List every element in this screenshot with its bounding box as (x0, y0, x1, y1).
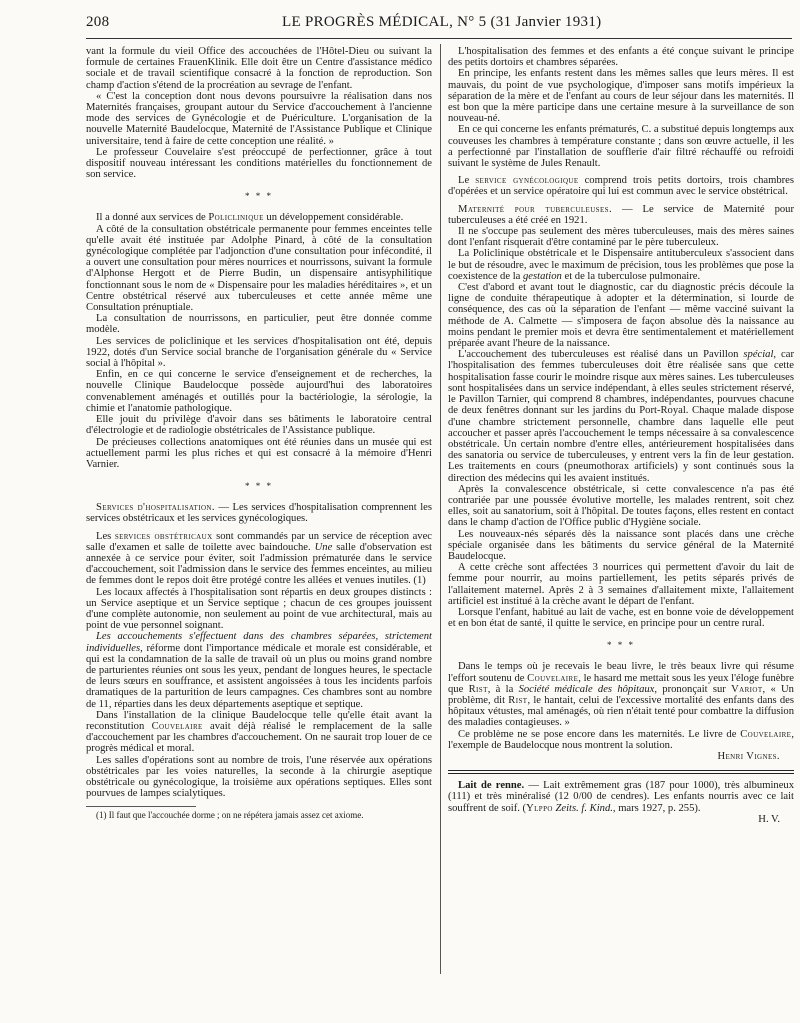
paragraph (448, 175, 794, 197)
page-number: 208 (86, 14, 110, 30)
text-run: Le (458, 175, 476, 187)
text-run: salle d'observation est annexée à ce service pour éviter, soit l'admission prématurée dans le service d'accouchement, soit l'admission dans le service des femmes enceintes, au milieu de femmes dont le repos doit être protégé contre les allées et venues inutiles. (1) (86, 541, 433, 587)
paragraph: La consultation de nourrissons, en particulier, peut être donnée comme modèle. (86, 313, 432, 336)
paragraph: L'hospitalisation des femmes et des enfants a été conçue suivant le principe des petits dortoirs et chambres séparées. (448, 46, 794, 69)
small-caps-term: Couvelaire (740, 728, 792, 740)
italic-run: Zeits. f. Kind. (552, 802, 613, 814)
small-caps-term: Couvelaire (527, 672, 579, 684)
left-column (86, 46, 432, 820)
small-caps-term: service gynécologique (475, 175, 579, 187)
italic-run: Les accouchements s'effectuent dans des chambres séparées, strictement individuelles (86, 631, 432, 654)
paragraph: Elle jouit du privilège d'avoir dans ses bâtiments le laboratoire central d'électrologie et de radiologie obstétricales de l'Assistance publique. (86, 414, 432, 437)
text-run: — Les services d'hospitalisation comprennent les services obstétricaux et les services gynécologiques. (86, 502, 433, 525)
section-heading: Maternité pour tuberculeuses. (458, 203, 612, 215)
paragraph: Enfin, en ce qui concerne le service d'enseignement et de recherches, la nouvelle Clinique Baudelocque possède aujourd'hui des laboratoires convenablement aménagés et outillés pour la bactériologie, la sérologie, la chimie et l'anatomie pathologique. (86, 369, 432, 414)
small-caps-term: Ylppo (526, 802, 553, 814)
paragraph (448, 349, 794, 483)
text-run: , réforme dont l'importance médicale et morale est considérable, et qui est la condamnation de la salle de travail où un plus ou moins grand nombre de parturientes réunies ont sous les yeux, pendant de longues heures, le spectacle de leurs sœurs en souffrance, et assistent angoissées à tous les incidents parfois dramatiques de la parturition de leurs campagnes. Ces chambres sont au nombre de 11, réparties dans les deux départements aseptique et septique. (86, 642, 432, 710)
header-rule (86, 38, 792, 39)
small-caps-term: Rist (468, 683, 488, 695)
text-run: un développement considérable. (263, 212, 404, 224)
text-run: Il a donné aux services de (96, 212, 209, 224)
page-header (86, 14, 786, 34)
paragraph: Après la convalescence obstétricale, si cette convalescence n'a pas été contrariée par une poussée évolutive mortelle, les malades rentrent, soit chez elles, soit au sanatorium, soit à l'hôpital. De toutes façons, elles restent en contact dans le champ d'action de l'Office public d'Hygiène sociale. (448, 483, 794, 529)
paragraph: A cette crèche sont affectées 3 nourrices qui permettent d'avoir du lait de femme pour nourrir, au moins partiellement, les petits séparés privés de l'allaitement maternel. Après 2 à 3 semaines d'allaitement mixte, l'allaitement artificiel est institué à la crèche avant le départ de l'enfant. (448, 562, 794, 607)
paragraph (86, 631, 432, 709)
column-divider (440, 44, 441, 974)
paragraph (448, 729, 794, 751)
text-run: , le hasard me mettait sous les yeux l'éloge funèbre que (448, 672, 794, 695)
small-caps-term: Policlinique (208, 212, 264, 224)
text-run: , « Un problème, dit (448, 683, 794, 706)
section-heading: Services d'hospitalisation. (96, 502, 215, 514)
paragraph: En principe, les enfants restent dans les mêmes salles que leurs mères. Il est mauvais, du point de vue psychologique, d'imposer sans motifs impérieux la séparation de la mère et de l'enfant au cours de leur séjour dans les maternités. Il est bon que la mère participe dans une certaine mesure à la surveillance de son nouveau-né. (448, 68, 794, 125)
text-run: avait déjà réalisé le remplacement de la salle d'accouchement par les chambres d'accouchement. On ne saurait trop louer de ce progrès médical et moral. (86, 720, 432, 755)
text-run: , le hantait, celui de l'excessive mortalité des enfants dans des hôpitaux vétustes, mal aménagés, où rien n'était tenté pour combattre la diffusion des maladies contagieuses. » (448, 694, 795, 729)
text-run: , car l'hospitalisation des femmes tuberculeuses doit être réalisée sans que cette hospitalisation fasse courir le moindre risque aux mères saines. Les tuberculeuses sont hospitalisées dans un service indépendant, à elles seules strictement réservé, le Pavillon Tarnier, qui comprend 8 chambres, indépendantes, pourvues chacune de deux fenêtres donnant sur les jardins du Port-Royal. Chaque malade dispose d'une chambre strictement personnelle, chambre dans laquelle elle peut accoucher et passer après l'accouchement le temps nécessaire à sa convalescence obstétricale. Un certain nombre d'entre elles, antérieurement hospitalisées dans des sanatoria ou service de tuberculeuses, y entrent vers la fin de leur gestation. Les traitements en cours (pneumothorax artificiels) y sont continués sous la direction des médecins qui les avaient institués. (448, 349, 794, 484)
section-heading-paragraph (86, 502, 432, 524)
paragraph: Les nouveaux-nés séparés dès la naissance sont placés dans une crèche spéciale organisée dans les bâtiments du service général de la Maternité Baudelocque. (448, 528, 794, 562)
right-column (448, 46, 794, 825)
section-heading-paragraph (448, 204, 794, 226)
paragraph: Les services de policlinique et les services d'hospitalisation ont été, depuis 1922, dotés d'un Service social branche de l'organisation générale du « Service social à l'hôpital ». (86, 335, 432, 370)
paragraph (86, 212, 432, 223)
text-run: Dans le temps où je recevais le beau livre, le très beaux livre qui résume l'effort soutenu de (448, 661, 794, 684)
paragraph (448, 248, 794, 282)
italic-run: Une (314, 541, 333, 553)
notice-title: Lait de renne. (458, 780, 525, 792)
paragraph: Lorsque l'enfant, habitué au lait de vache, est en bonne voie de développement et en bon état de santé, il quitte le service, en principe pour un centre rural. (448, 606, 794, 630)
paragraph: Les locaux affectés à l'hospitalisation sont répartis en deux groupes distincts : un Service aseptique et un Service septique ; chacun de ces groupes jouissent d'une complète autonomie, non seulement au point de vue architectural, mais au point de vue personnel soignant. (86, 586, 432, 632)
text-run: Dans l'installation de la clinique Baudelocque telle qu'elle était avant la reconstitution (86, 709, 432, 732)
text-run: sont commandés par un service de réception avec salle d'examen et salle de toilette avec baindouche. (86, 530, 432, 553)
text-run: , mars 1927, p. 255). (612, 802, 701, 814)
section-separator: * * * (245, 191, 273, 202)
small-caps-term: Variot (731, 683, 763, 695)
footnote: (1) Il faut que l'accouchée dorme ; on ne répétera jamais assez cet axiome. (96, 810, 364, 821)
paragraph: A côté de la consultation obstétricale permanente pour femmes enceintes telle qu'elle avait été instituée par Adolphe Pinard, à côté de la consultation gynécologique complétée par l'adjonction d'une consultation pour infécondité, il a ouvert une consultation pour mères nourrices et nourrissons, suivant la formule d'Alphonse Hergott et de Pierre Budin, un dispensaire antisyphilitique fonctionnant sous le nom de « Dispensaire pour les maladies héréditaires », et un Centre obstétrical réservé aux tuberculeuses et cette année même une Consultation prénuptiale. (86, 223, 432, 314)
text-run: La Policlinique obstétricale et le Dispensaire antituberculeux s'associent dans le but de résoudre, avec le maximum de précision, tous les problèmes que pose la coexistence de la (448, 248, 794, 282)
text-run: — Lait extrêmement gras (187 pour 1000), très albumineux (111) et très minéralisé (12 0/00 de cendres). Les enfants nourris avec ce lait souffrent de soif. ( (448, 780, 794, 814)
paragraph: vant la formule du vieil Office des accouchées de l'Hôtel-Dieu ou suivant la formule de certaines FrauenKlinik. Elle doit être un Centre d'assistance médico sociale et de travail scientifique consacré à la fonction de reproduction. Son champ d'action s'étend de la procréation au sevrage de l'enfant. (86, 46, 432, 91)
italic-run: gestation (523, 270, 562, 282)
small-caps-term: Couvelaire (151, 720, 203, 732)
author-signature: Henri Vignes. (717, 750, 780, 762)
text-run: , à la (487, 683, 519, 695)
paragraph: Les salles d'opérations sont au nombre de trois, l'une réservée aux opérations obstétricales par les voies naturelles, la seconde à la chirurgie aseptique obstétricale ou gynécologique, la troisième aux opérations septiques. Elles sont pourvues de lampes scialytiques. (86, 754, 432, 800)
paragraph: C'est d'abord et avant tout le diagnostic, car du diagnostic précis découle la ligne de conduite thérapeutique à adopter et la détermination, si lourde de conséquence, des cas où la séparation de l'enfant — même vacciné suivant la méthode de A. Calmette — s'imposera de façon absolue dès la naissance au moins pendant le premier mois et devra être sentimentalement et matériellement préparée avant l'heure de la naissance. (448, 282, 794, 350)
section-separator: * * * (245, 481, 273, 492)
italic-run: Société médicale des hôpitaux (518, 683, 655, 695)
running-head: LE PROGRÈS MÉDICAL, N° 5 (31 Janvier 1931) (282, 14, 602, 30)
text-run: , prononçait sur (654, 683, 732, 695)
paragraph: Il ne s'occupe pas seulement des mères tuberculeuses, mais des mères saines dont l'enfant risquerait d'être contaminé par le père tuberculeux. (448, 226, 794, 249)
italic-run: spécial (743, 349, 774, 361)
text-run: comprend trois petits dortoirs, trois chambres d'opérées et un service opératoire qui lui est commun avec le service obstétrical. (448, 175, 794, 198)
footnote-rule (86, 806, 196, 807)
notice-signature: H. V. (758, 813, 780, 825)
text-run: — Le service de Maternité pour tuberculeuses a été créé en 1921. (448, 203, 794, 226)
text-run: , l'exemple de Baudelocque nous montrent la solution. (448, 728, 794, 751)
paragraph: Le professeur Couvelaire s'est préoccupé de perfectionner, grâce à tout dispositif nouveau intéressant les conditions matérielles du fonctionnement de son service. (86, 146, 432, 181)
paragraph (448, 661, 794, 728)
small-caps-term: services obstétricaux (114, 530, 213, 542)
text-run: L'accouchement des tuberculeuses est réalisé dans un Pavillon (458, 349, 744, 361)
short-notice (448, 780, 794, 814)
text-run: et de la tuberculose pulmonaire. (561, 270, 701, 282)
section-separator: * * * (607, 640, 635, 651)
paragraph: « C'est la conception dont nous devons poursuivre la réalisation dans nos Maternités françaises, groupant autour du Service d'accouchement à l'ancienne mode des services de Gynécologie et de Puériculture. L'organisation de la nouvelle Maternité Baudelocque, Maternité de l'Assistance Publique et Clinique universitaire, tend à faire de cette conception une réalité. » (86, 90, 432, 147)
text-run: Les (96, 530, 115, 542)
section-rule (448, 770, 794, 774)
paragraph (86, 531, 432, 587)
paragraph (86, 710, 432, 755)
text-run: Ce problème ne se pose encore dans les maternités. Le livre de (458, 728, 741, 740)
paragraph: De précieuses collections anatomiques ont été réunies dans un musée qui est actuellement parmi les plus riches et qui est consacré à la mémoire d'Henri Varnier. (86, 436, 432, 470)
small-caps-term: Rist (508, 694, 528, 706)
paragraph: En ce qui concerne les enfants prématurés, C. a substitué depuis longtemps aux couveuses les chambres à température constante ; dans son œuvre actuelle, il les a perfectionné par l'installation de soufflerie d'air filtré réchauffé ou refroidi suivant le système de Jules Renault. (448, 124, 794, 170)
